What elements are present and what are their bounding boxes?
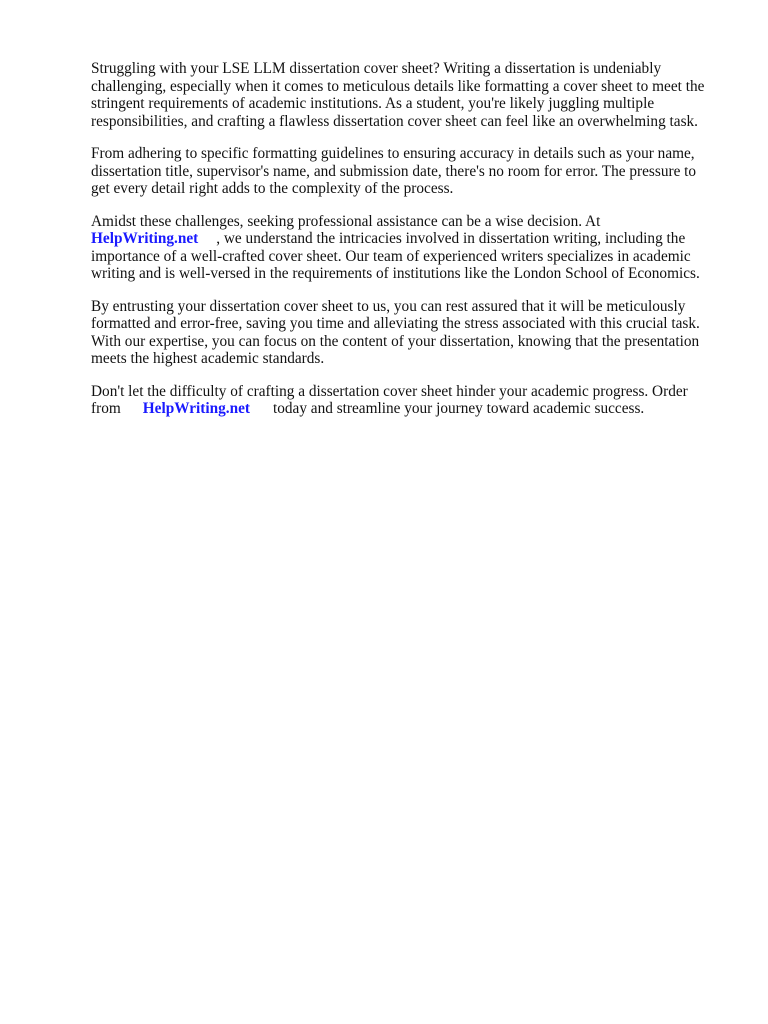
text-line: responsibilities, and crafting a flawless dissertation cover sheet can feel like an overwhelming task. (91, 112, 699, 130)
text-line: importance of a well-crafted cover sheet. Our team of experienced writers specializes in academic (91, 247, 691, 265)
text-line: Don't let the difficulty of crafting a dissertation cover sheet hinder your academic progress. Order (91, 382, 688, 400)
paragraph-call-to-action (91, 383, 721, 418)
text-line: dissertation title, supervisor's name, and submission date, there's no room for error. The pressure to (91, 162, 697, 180)
text-line: get every detail right adds to the complexity of the process. (91, 180, 454, 197)
text-line: challenging, especially when it comes to meticulous details like formatting a cover sheet to meet the (91, 77, 705, 95)
paragraph-trust (91, 298, 721, 368)
paragraph-intro (91, 60, 721, 130)
paragraph-assistance (91, 213, 721, 283)
text-line-with-link (91, 230, 721, 248)
helpwriting-link[interactable]: HelpWriting.net (142, 400, 250, 417)
text-line: Struggling with your LSE LLM dissertation cover sheet? Writing a dissertation is undeniably (91, 60, 662, 77)
text-segment: , we understand the intricacies involved in dissertation writing, including the (216, 230, 686, 247)
text-line: Amidst these challenges, seeking professional assistance can be a wise decision. At (91, 212, 601, 230)
text-line: With our expertise, you can focus on the content of your dissertation, knowing that the presentation (91, 332, 700, 350)
document-page (91, 60, 721, 433)
text-line: stringent requirements of academic institutions. As a student, you're likely juggling multiple (91, 95, 655, 112)
text-line: By entrusting your dissertation cover sheet to us, you can rest assured that it will be meticulously (91, 297, 686, 315)
text-line-with-link (91, 400, 721, 418)
paragraph-details (91, 145, 721, 198)
text-segment: from (91, 400, 121, 417)
text-line: writing and is well-versed in the requirements of institutions like the London School of Economics. (91, 265, 700, 282)
helpwriting-link[interactable]: HelpWriting.net (91, 230, 199, 247)
text-line: formatted and error-free, saving you time and alleviating the stress associated with this crucial task. (91, 315, 700, 332)
text-segment: today and streamline your journey toward academic success. (272, 400, 645, 417)
text-line: From adhering to specific formatting guidelines to ensuring accuracy in details such as your name, (91, 145, 695, 162)
text-line: meets the highest academic standards. (91, 350, 325, 367)
